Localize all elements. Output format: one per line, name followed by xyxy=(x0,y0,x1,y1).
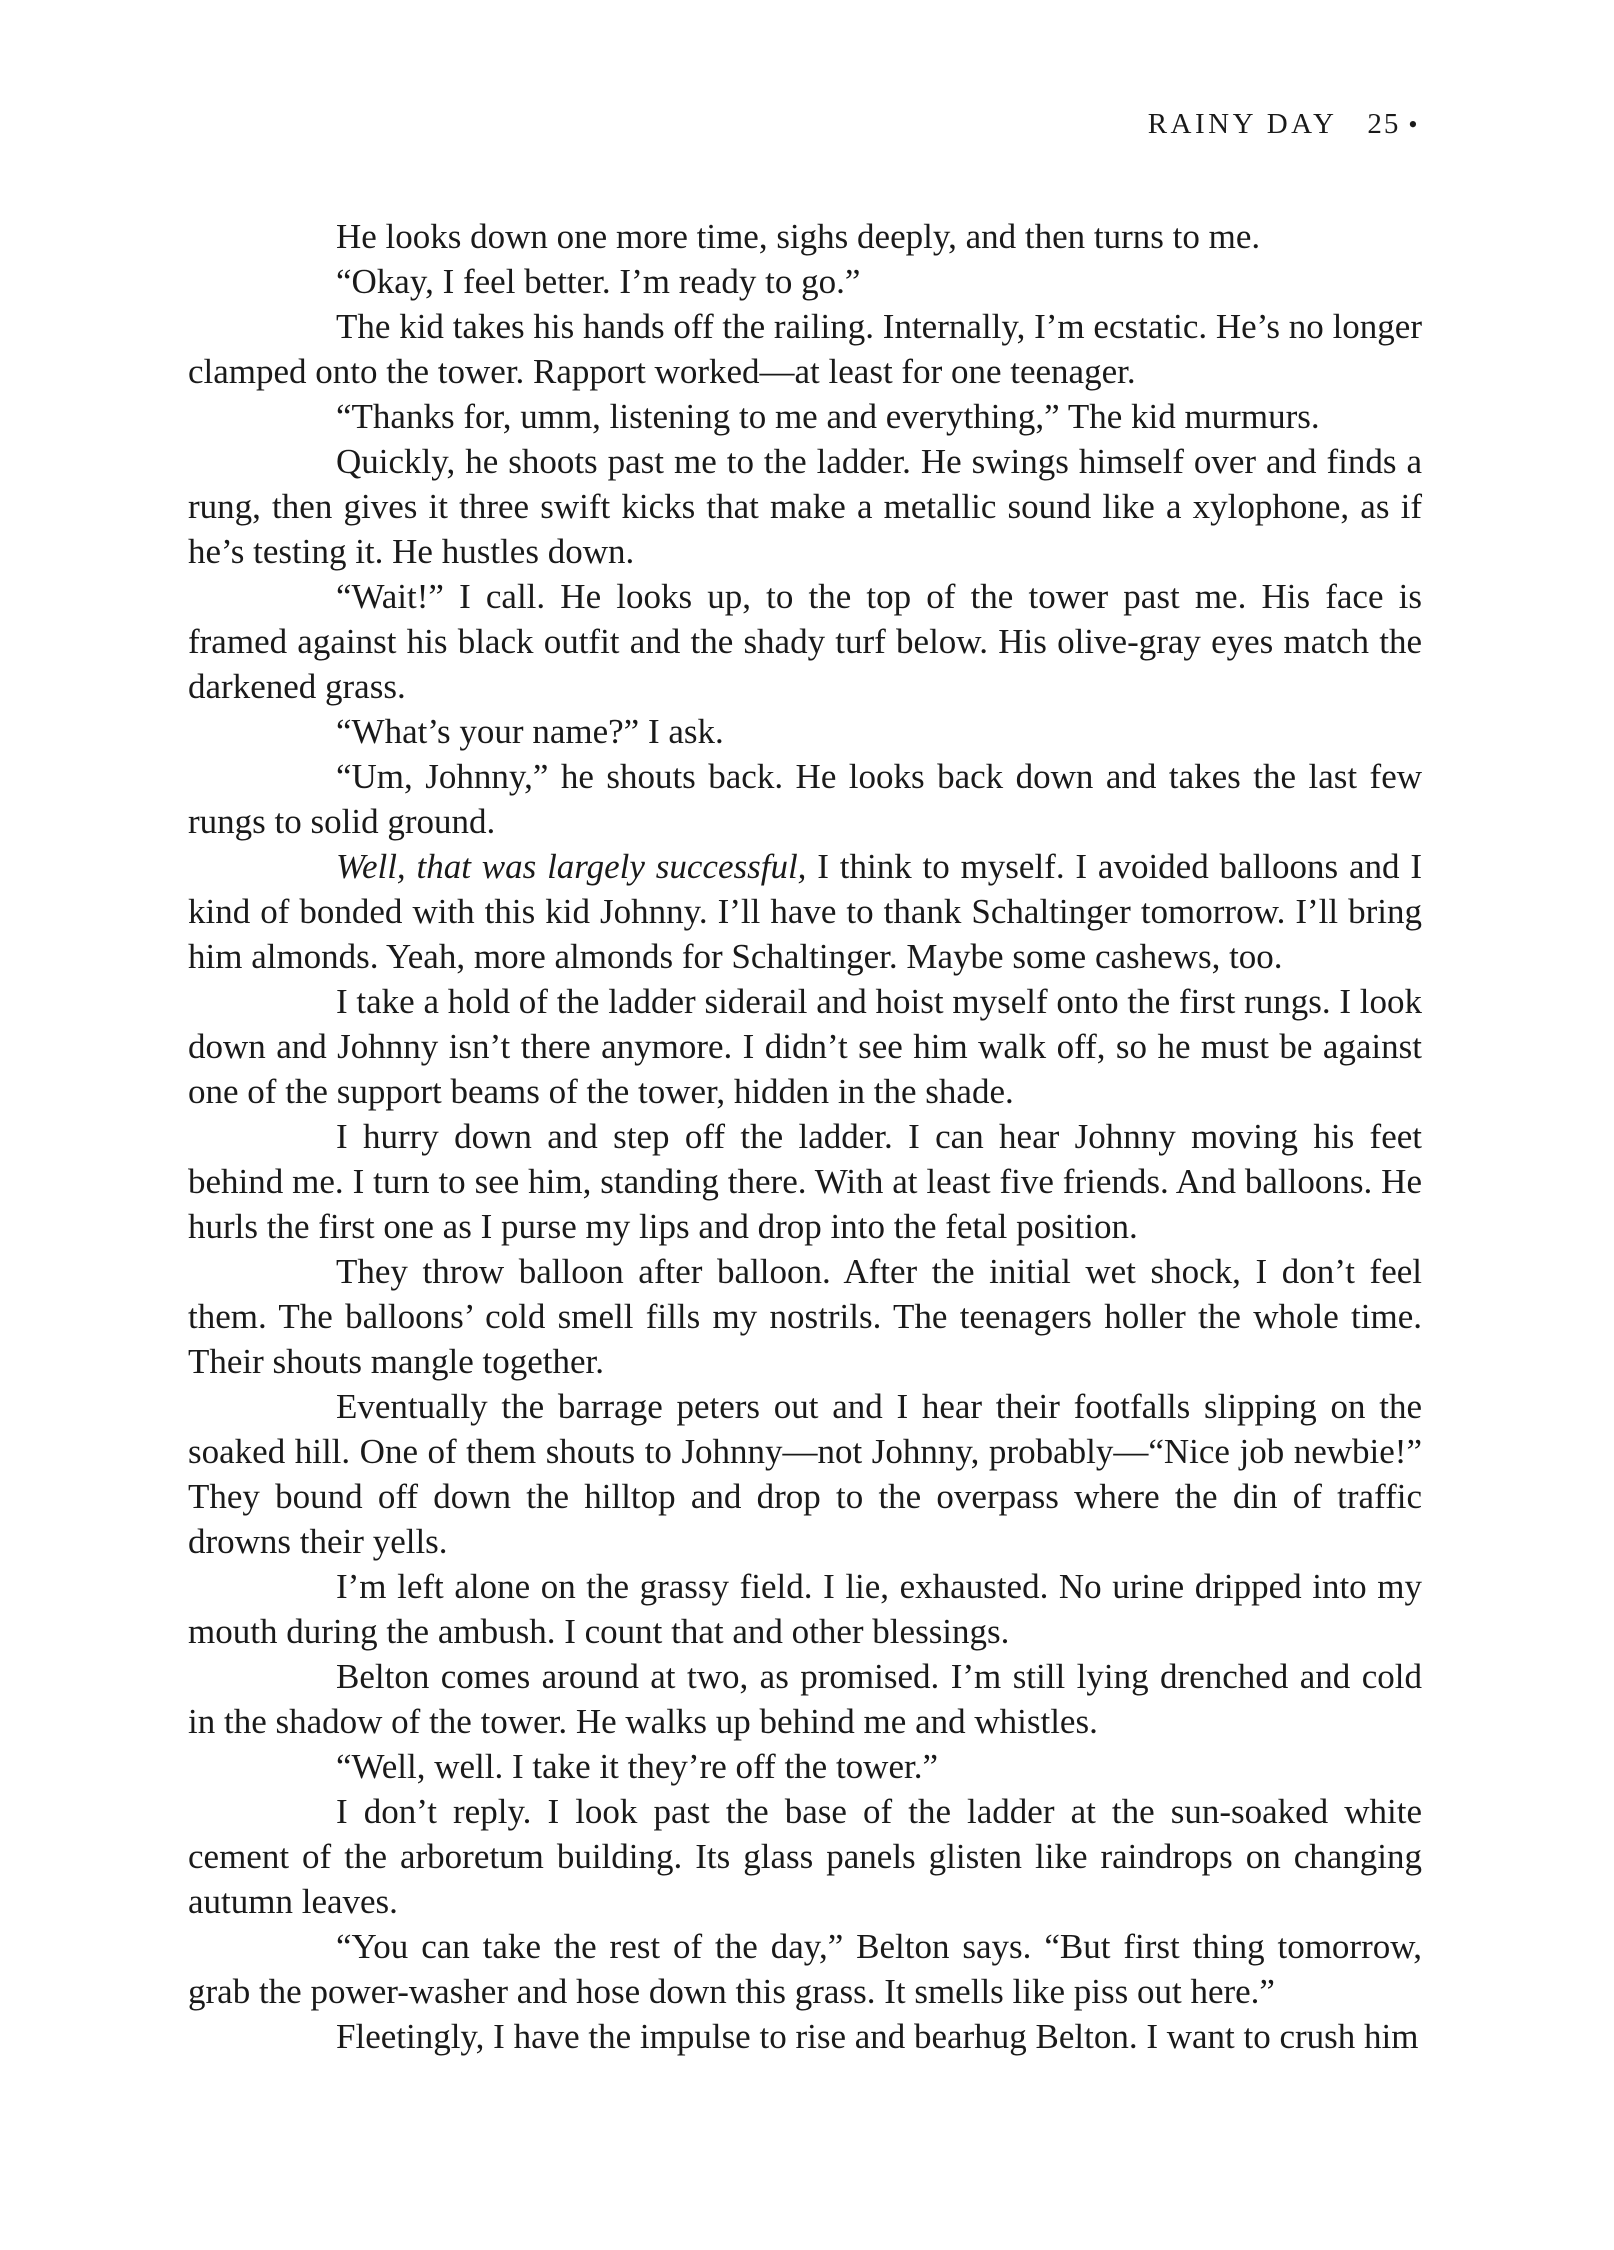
paragraph-text: I think to myself. I avoided balloons and I kind of bonded with this kid Johnny. I’ll have to thank Schaltinger tomorrow. I’ll bring him almonds. Yeah, more almonds for Schaltinger. Maybe some cashews, too. xyxy=(188,847,1422,976)
paragraph: I don’t reply. I look past the base of the ladder at the sun-soaked white cement of the arboretum building. Its glass panels glisten like raindrops on changing autumn leaves. xyxy=(188,1792,1422,1921)
paragraph: Fleetingly, I have the impulse to rise and bearhug Belton. I want to crush him xyxy=(336,2017,1419,2056)
page-number: 25 xyxy=(1367,108,1401,140)
paragraph: “Okay, I feel better. I’m ready to go.” xyxy=(336,262,861,301)
italic-thought: Well, that was largely successful, xyxy=(336,847,807,886)
paragraph: Quickly, he shoots past me to the ladder. He swings himself over and finds a rung, then gives it three swift kicks that make a metallic sound like a xylophone, as if he’s testing it. He hustles down. xyxy=(188,442,1422,571)
running-title: RAINY DAY xyxy=(1147,108,1338,140)
paragraph: Belton comes around at two, as promised. I’m still lying drenched and cold in the shadow of the tower. He walks up behind me and whistles. xyxy=(188,1657,1422,1741)
body-text xyxy=(188,214,1422,2059)
paragraph: “Wait!” I call. He looks up, to the top of the tower past me. His face is framed against his black outfit and the shady turf below. His olive-gray eyes match the darkened grass. xyxy=(188,577,1422,706)
paragraph: “Well, well. I take it they’re off the tower.” xyxy=(336,1747,938,1786)
paragraph: “Thanks for, umm, listening to me and everything,” The kid murmurs. xyxy=(336,397,1320,436)
bullet-ornament: • xyxy=(1408,110,1421,139)
paragraph: “What’s your name?” I ask. xyxy=(336,712,724,751)
paragraph xyxy=(188,844,1422,979)
paragraph: I’m left alone on the grassy field. I lie, exhausted. No urine dripped into my mouth during the ambush. I count that and other blessings. xyxy=(188,1567,1422,1651)
paragraph: I hurry down and step off the ladder. I can hear Johnny moving his feet behind me. I turn to see him, standing there. With at least five friends. And balloons. He hurls the first one as I purse my lips and drop into the fetal position. xyxy=(188,1117,1422,1246)
paragraph: He looks down one more time, sighs deeply, and then turns to me. xyxy=(336,217,1261,256)
running-head xyxy=(1148,108,1421,141)
paragraph: I take a hold of the ladder siderail and hoist myself onto the first rungs. I look down and Johnny isn’t there anymore. I didn’t see him walk off, so he must be against one of the support beams of the tower, hidden in the shade. xyxy=(188,982,1422,1111)
paragraph: “Um, Johnny,” he shouts back. He looks back down and takes the last few rungs to solid ground. xyxy=(188,757,1422,841)
paragraph: “You can take the rest of the day,” Belton says. “But first thing tomorrow, grab the power-washer and hose down this grass. It smells like piss out here.” xyxy=(188,1927,1422,2011)
paragraph: They throw balloon after balloon. After the initial wet shock, I don’t feel them. The balloons’ cold smell fills my nostrils. The teenagers holler the whole time. Their shouts mangle together. xyxy=(188,1252,1422,1381)
paragraph: Eventually the barrage peters out and I hear their footfalls slipping on the soaked hill. One of them shouts to Johnny—not Johnny, probably—“Nice job newbie!” They bound off down the hilltop and drop to the overpass where the din of traffic drowns their yells. xyxy=(188,1387,1422,1561)
paragraph: The kid takes his hands off the railing. Internally, I’m ecstatic. He’s no longer clamped onto the tower. Rapport worked—at least for one teenager. xyxy=(188,307,1422,391)
